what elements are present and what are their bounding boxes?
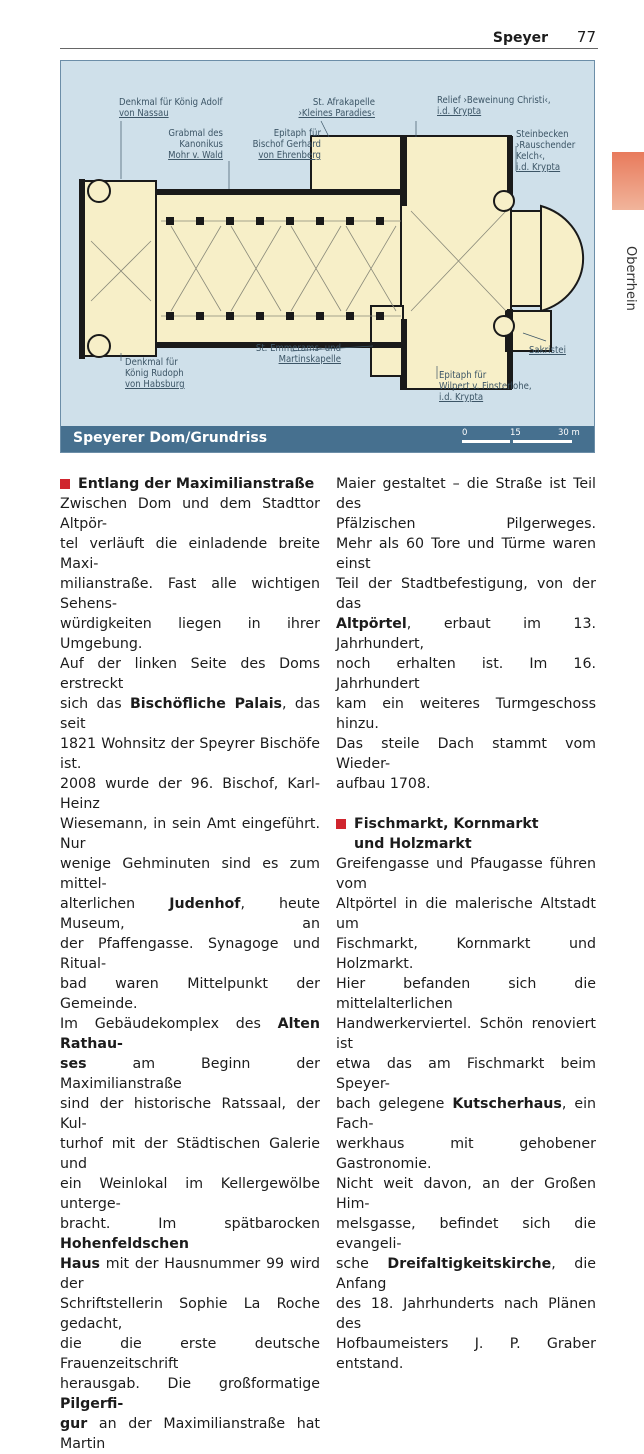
right-text-column	[336, 474, 596, 1374]
label-steinbecken: Steinbecken ›Rauschender Kelch‹, i.d. Krypta	[516, 129, 576, 173]
text-line: bad waren Mittelpunkt der Gemeinde.	[60, 976, 320, 1012]
text-line: werkhaus mit gehobener Gastronomie.	[336, 1136, 596, 1172]
text-line: Altpörtel in die malerische Altstadt um	[336, 896, 596, 932]
text-line: aufbau 1708.	[336, 776, 431, 792]
section-subheading: Entlang der Maximilianstraße	[60, 474, 320, 494]
text-line: würdigkeiten liegen in ihrer Umgebung.	[60, 616, 320, 652]
text-line: der Pfaffengasse. Synagoge und Ritual-	[60, 936, 320, 972]
text-line: ein Weinlokal im Kellergewölbe unterge-	[60, 1176, 320, 1212]
figure-caption: Speyerer Dom/Grundriss	[73, 430, 268, 446]
label-afrakapelle: St. Afrakapelle ›Kleines Paradies‹	[298, 97, 375, 119]
text-line: Handwerkerviertel. Schön renoviert ist	[336, 1016, 596, 1052]
text-line: wenige Gehminuten sind es zum mittel-	[60, 856, 320, 892]
floor-plan-figure	[60, 60, 595, 453]
text-line: bracht. Im spätbarocken Hohenfeldschen	[60, 1216, 320, 1252]
text-line: Maier gestaltet – die Straße ist Teil des	[336, 476, 596, 512]
text-line: Fischmarkt, Kornmarkt und Holzmarkt.	[336, 936, 596, 972]
text-line: kam ein weiteres Turmgeschoss hinzu.	[336, 696, 596, 732]
figure-caption-bar	[61, 426, 594, 452]
text-line: 2008 wurde der 96. Bischof, Karl-Heinz	[60, 776, 320, 812]
chapter-tab-label: Oberrhein	[623, 246, 638, 311]
scale-bar	[462, 428, 580, 448]
text-line: Zwischen Dom und dem Stadttor Altpör-	[60, 496, 320, 532]
label-rudolph: Denkmal für König Rudoph von Habsburg	[125, 357, 185, 390]
text-line: gur an der Maximilianstraße hat Martin	[60, 1416, 320, 1452]
body-paragraph	[336, 854, 596, 1374]
label-epitaph-gerhard: Epitaph für Bischof Gerhard von Ehrenberg	[252, 128, 321, 161]
page-number: 77	[576, 28, 596, 46]
choir	[511, 211, 541, 306]
label-relief: Relief ›Beweinung Christi‹, i.d. Krypta	[437, 95, 551, 117]
afra-chapel	[311, 136, 401, 191]
text-line: noch erhalten ist. Im 16. Jahrhundert	[336, 656, 596, 692]
text-line: milianstraße. Fast alle wichtigen Sehens-	[60, 576, 320, 612]
text-line: Haus mit der Hausnummer 99 wird der	[60, 1256, 320, 1292]
body-paragraph	[336, 474, 596, 794]
scale-label-15: 15	[510, 428, 521, 438]
text-line: sind der historische Ratssaal, der Kul-	[60, 1096, 320, 1132]
text-line: Greifengasse und Pfaugasse führen vom	[336, 856, 596, 892]
nave	[156, 191, 401, 346]
text-line: Pfälzischen Pilgerweges.	[336, 516, 596, 532]
chapter-tab	[612, 152, 644, 210]
text-line: melsgasse, befindet sich die evangeli-	[336, 1216, 596, 1252]
running-header	[60, 26, 598, 49]
text-line: etwa das am Fischmarkt beim Speyer-	[336, 1056, 596, 1092]
text-line: Im Gebäudekomplex des Alten Rathau-	[60, 1016, 320, 1052]
text-line: herausgab. Die großformatige Pilgerfi-	[60, 1376, 320, 1412]
text-line: Wiesemann, in sein Amt eingeführt. Nur	[60, 816, 320, 852]
label-sakristei: Sakristei	[529, 345, 566, 356]
section-subheading: Fischmarkt, Kornmarkt und Holzmarkt	[336, 814, 596, 854]
transept	[401, 136, 511, 389]
text-line: Teil der Stadtbefestigung, von der das	[336, 576, 596, 612]
text-line: 1821 Wohnsitz der Speyrer Bischöfe ist.	[60, 736, 320, 772]
text-line: sich das Bischöfliche Palais, das seit	[60, 696, 320, 732]
label-adolf: Denkmal für König Adolf von Nassau	[119, 97, 223, 119]
text-line: Hier befanden sich die mittelalterlichen	[336, 976, 596, 1012]
paragraph-gap	[336, 794, 596, 814]
text-line: Mehr als 60 Tore und Türme waren einst	[336, 536, 596, 572]
emmeram-chapel	[371, 306, 403, 376]
label-grabmal: Grabmal des Kanonikus Mohr v. Wald	[168, 128, 223, 161]
text-line: ses am Beginn der Maximilianstraße	[60, 1056, 320, 1092]
scale-label-0: 0	[462, 428, 468, 438]
text-line: die die erste deutsche Frauenzeitschrift	[60, 1336, 320, 1372]
apse	[541, 206, 583, 311]
text-line: turhof mit der Städtischen Galerie und	[60, 1136, 320, 1172]
text-line: Hofbaumeisters J. P. Graber entstand.	[336, 1336, 596, 1372]
text-line: des 18. Jahrhunderts nach Plänen des	[336, 1296, 596, 1332]
label-emmerams: St. Emmerams- und Martinskapelle	[255, 343, 341, 365]
text-line: bach gelegene Kutscherhaus, ein Fach-	[336, 1096, 596, 1132]
label-epitaph-wilpert: Epitaph für Wilpert v. Finsterlohe, i.d. Krypta	[439, 370, 532, 403]
left-text-column	[60, 474, 320, 1454]
text-line: Nicht weit davon, an der Großen Him-	[336, 1176, 596, 1212]
text-line: Das steile Dach stammt vom Wieder-	[336, 736, 596, 772]
section-title: Speyer	[492, 30, 548, 46]
text-line: tel verläuft die einladende breite Maxi-	[60, 536, 320, 572]
scale-label-30: 30 m	[558, 428, 580, 438]
text-line: sche Dreifaltigkeitskirche, die Anfang	[336, 1256, 596, 1292]
text-line: alterlichen Judenhof, heute Museum, an	[60, 896, 320, 932]
text-line: Schriftstellerin Sophie La Roche gedacht,	[60, 1296, 320, 1332]
body-paragraph	[60, 494, 320, 1454]
text-line: Auf der linken Seite des Doms erstreckt	[60, 656, 320, 692]
text-line: Altpörtel, erbaut im 13. Jahrhundert,	[336, 616, 596, 652]
